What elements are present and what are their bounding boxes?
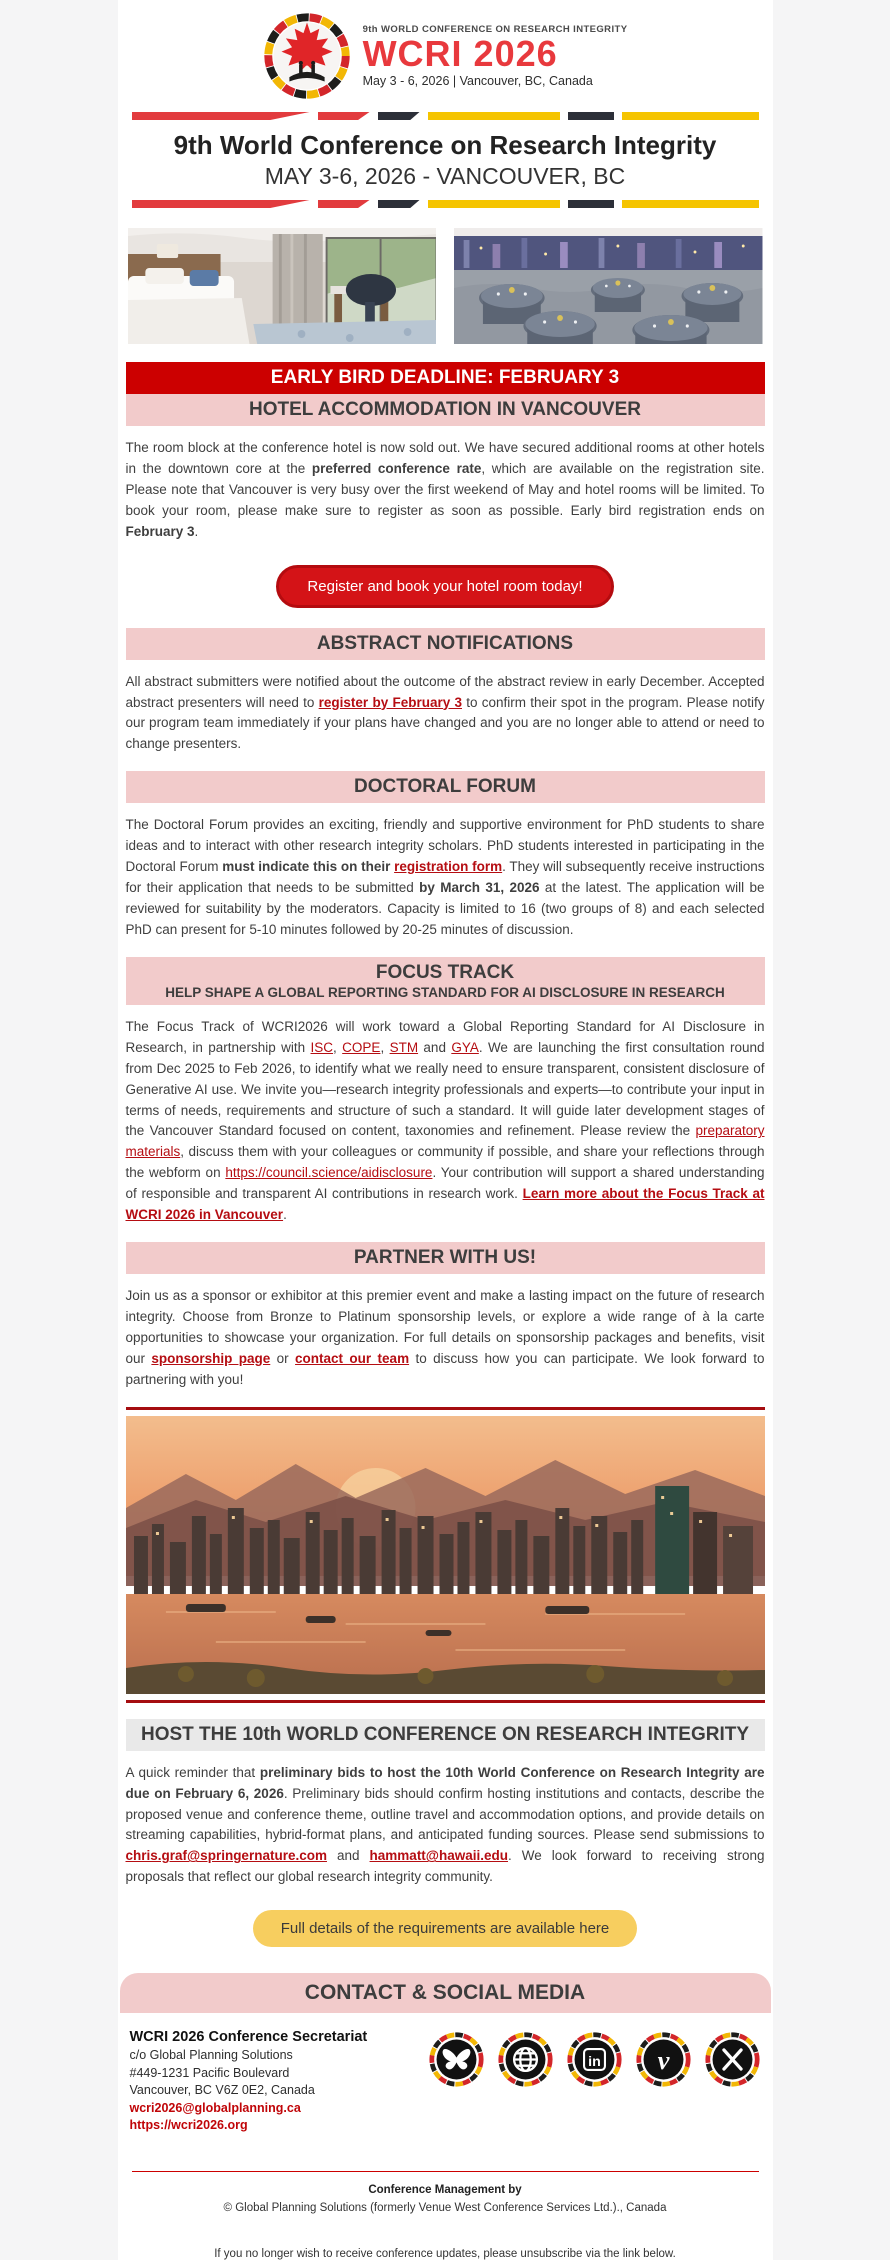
section-header-partner: PARTNER WITH US! — [126, 1242, 765, 1274]
bar-segment — [622, 112, 759, 120]
hotel-photos-row — [118, 218, 773, 348]
ballroom-illustration — [454, 228, 763, 344]
doctoral-paragraph — [126, 815, 765, 941]
text-segment: to confirm their spot in the program. Please notify our program team immediately if your plans have changed and you are no longer able to attend or need to change presenters. — [125, 694, 765, 752]
early-bird-banner: EARLY BIRD DEADLINE: FEBRUARY 3 — [126, 362, 765, 394]
text-segment: February 3 — [125, 523, 195, 539]
logo-conference-name: 9th WORLD CONFERENCE ON RESEARCH INTEGRITY — [362, 23, 628, 35]
vancouver-skyline-photo — [126, 1416, 765, 1694]
focus-paragraph — [126, 1017, 765, 1226]
contact-line: c/o Global Planning Solutions — [129, 2048, 293, 2063]
hotel-room-illustration — [128, 228, 437, 344]
section-header-hotel: HOTEL ACCOMMODATION IN VANCOUVER — [126, 394, 765, 426]
text-segment: All abstract submitters were notified about the outcome of the abstract review in early December. Accepted abstract presenters will need to — [125, 673, 765, 710]
inline-link[interactable]: sponsorship page — [151, 1350, 271, 1366]
contact-info — [130, 2027, 368, 2135]
bar-segment — [378, 200, 420, 208]
text-segment: A quick reminder that — [125, 1764, 260, 1780]
social-icons-row — [428, 2027, 761, 2088]
hotel-paragraph — [126, 438, 765, 543]
text-segment: , which are available on the registration site. Please note that Vancouver is very busy over the first weekend of May and hotel rooms will be limited. To book your room, please make sure to register as soon as possible. Early bird registration ends on — [125, 460, 765, 518]
text-segment: The Focus Track of WCRI2026 will work toward a Global Reporting Standard for AI Disclosure in Research, in partnership with — [125, 1018, 765, 1055]
requirements-details-button[interactable]: Full details of the requirements are available here — [253, 1910, 638, 1947]
inline-link[interactable]: https://council.science/aidisclosure — [225, 1165, 433, 1181]
globe-icon[interactable] — [497, 2031, 554, 2088]
divider-bar-bottom — [132, 200, 759, 208]
inline-link[interactable]: STM — [389, 1039, 419, 1055]
text-segment: . — [194, 523, 199, 539]
text-segment: and — [418, 1039, 452, 1055]
inline-link[interactable]: preparatory materials — [125, 1123, 765, 1160]
inline-link[interactable]: Learn more about the Focus Track at WCRI 2026 in Vancouver — [125, 1186, 765, 1223]
vancouver-skyline-illustration — [126, 1416, 765, 1694]
text-segment: . We are launching the first consultation round from Dec 2025 to Feb 2026, to identify what we really need to ensure transparent, consistent disclosure of Generative AI use. We invite you—research integrity professionals and experts—to contribute your input in terms of needs, requirements and structure of such a standard. It will guide later development stages of the Vancouver Standard focused on content, taxonomies and refinement. Please review the — [125, 1039, 765, 1139]
text-segment: . We look forward to receiving strong proposals that reflect our global research integrity community. — [125, 1848, 765, 1885]
text-segment: by March 31, 2026 — [419, 880, 540, 896]
bar-segment — [428, 200, 560, 208]
vimeo-icon[interactable] — [635, 2031, 692, 2088]
text-segment: or — [270, 1350, 296, 1366]
text-segment: , — [380, 1039, 390, 1055]
register-hotel-button[interactable]: Register and book your hotel room today! — [276, 565, 613, 608]
email-body — [118, 0, 773, 2260]
host-button-row — [118, 1910, 773, 1947]
hotel-guest-room-photo — [128, 228, 437, 344]
contact-block — [118, 2013, 773, 2141]
text-segment: must indicate this on their — [222, 859, 395, 875]
bar-segment — [318, 200, 370, 208]
focus-header-title: FOCUS TRACK — [375, 961, 515, 983]
page-subtitle: MAY 3-6, 2026 - VANCOUVER, BC — [264, 163, 626, 189]
section-header-contact: CONTACT & SOCIAL MEDIA — [120, 1973, 771, 2013]
inline-link[interactable]: contact our team — [295, 1350, 410, 1366]
contact-line: Vancouver, BC V6Z 0E2, Canada — [129, 2083, 315, 2098]
red-divider-rule — [126, 1700, 765, 1703]
conference-ballroom-photo — [454, 228, 763, 344]
wcri-logo-badge — [263, 12, 351, 100]
footer-management-label: Conference Management by — [368, 2183, 522, 2196]
text-segment: Join us as a sponsor or exhibitor at this premier event and make a lasting impact on the future of research integrity. Choose from Bronze to Platinum sponsorship levels, or explore a wide range of à la carte opportunities to showcase your organization. For full details on sponsorship packages and benefits, visit our — [125, 1288, 765, 1366]
inline-link[interactable]: registration form — [394, 859, 503, 875]
bar-segment — [428, 112, 560, 120]
bluesky-icon[interactable] — [428, 2031, 485, 2088]
bar-segment — [132, 200, 310, 208]
contact-email-link[interactable]: wcri2026@globalplanning.ca — [129, 2100, 301, 2115]
bar-segment — [568, 200, 614, 208]
bar-segment — [378, 112, 420, 120]
unsubscribe-text: If you no longer wish to receive conference updates, please unsubscribe via the link below. — [214, 2247, 676, 2260]
text-segment: . Preliminary bids should confirm hosting institutions and contacts, describe the proposed venue and conference theme, outline travel and accommodation options, and provide details on streaming capabilities, hybrid-format plans, and anticipated funding sources. Please send submissions to — [125, 1785, 765, 1843]
logo-text-block — [363, 24, 628, 89]
bar-segment — [318, 112, 370, 120]
text-segment: at the latest. The application will be reviewed for suitability by the moderators. Capacity is limited to 16 (two groups of 8) and each selected PhD can present for 5-10 minutes followed by 20-25 minutes of discussion. — [125, 880, 765, 937]
divider-bar-top — [132, 112, 759, 120]
inline-link[interactable]: register by February 3 — [318, 694, 462, 710]
inline-link[interactable]: GYA — [451, 1039, 479, 1055]
maple-leaf-logo-icon — [263, 12, 351, 100]
text-segment: preliminary bids to host the 10th World Conference on Research Integrity are due on February 6, 2026 — [125, 1764, 765, 1801]
svg-text:in: in — [587, 2054, 601, 2071]
x-icon[interactable] — [704, 2031, 761, 2088]
footer-divider-rule — [132, 2171, 759, 2172]
text-segment: and — [326, 1848, 370, 1864]
red-divider-rule — [126, 1407, 765, 1410]
section-header-focus — [126, 957, 765, 1005]
focus-header-subtitle: HELP SHAPE A GLOBAL REPORTING STANDARD FOR AI DISCLOSURE IN RESEARCH — [165, 984, 725, 1000]
text-segment: , — [333, 1039, 343, 1055]
text-segment: . Your contribution will support a shared understanding of responsible and transparent AI contributions in research work. — [125, 1165, 765, 1202]
section-header-host: HOST THE 10th WORLD CONFERENCE ON RESEARCH INTEGRITY — [126, 1719, 765, 1751]
contact-website-link[interactable]: https://wcri2026.org — [129, 2118, 248, 2133]
bar-segment — [568, 112, 614, 120]
conference-logo — [118, 8, 773, 102]
text-segment: to discuss how you can participate. We look forward to partnering with you! — [125, 1350, 765, 1387]
text-segment: . They will subsequently receive instructions for their application that needs to be submitted — [125, 859, 765, 896]
text-segment: , discuss them with your colleagues or community if possible, and share your reflections through the webform on — [125, 1144, 765, 1181]
inline-link[interactable]: chris.graf@springernature.com — [125, 1848, 327, 1864]
section-header-doctoral: DOCTORAL FORUM — [126, 771, 765, 803]
host-paragraph — [126, 1763, 765, 1889]
hotel-button-row — [118, 565, 773, 608]
linkedin-icon[interactable] — [566, 2031, 623, 2088]
text-segment: . — [283, 1207, 287, 1223]
bar-segment — [132, 112, 310, 120]
footer-management-text: © Global Planning Solutions (formerly Venue West Conference Services Ltd.)., Canada — [223, 2201, 667, 2214]
contact-line: #449-1231 Pacific Boulevard — [129, 2065, 290, 2080]
page-title: 9th World Conference on Research Integrity — [173, 130, 717, 160]
inline-link[interactable]: COPE — [342, 1039, 381, 1055]
text-segment: The room block at the conference hotel is now sold out. We have secured additional rooms at other hotels in the downtown core at the — [125, 440, 765, 476]
text-segment: The Doctoral Forum provides an exciting, friendly and supportive environment for PhD students to share ideas and to interact with other research integrity scholars. PhD students interested in participating in the Doctoral Forum — [125, 817, 765, 875]
logo-wcri-2026: WCRI 2026 — [362, 32, 558, 74]
contact-org-name: WCRI 2026 Conference Secretariat — [129, 2029, 368, 2046]
partner-paragraph — [126, 1286, 765, 1391]
bar-segment — [622, 200, 759, 208]
section-header-abstract: ABSTRACT NOTIFICATIONS — [126, 628, 765, 660]
inline-link[interactable]: hammatt@hawaii.edu — [369, 1848, 508, 1864]
text-segment: preferred conference rate — [311, 460, 482, 476]
inline-link[interactable]: ISC — [310, 1039, 334, 1055]
abstract-paragraph — [126, 672, 765, 756]
svg-text:v: v — [657, 2045, 669, 2076]
logo-dates-location: May 3 - 6, 2026 | Vancouver, BC, Canada — [362, 74, 593, 89]
